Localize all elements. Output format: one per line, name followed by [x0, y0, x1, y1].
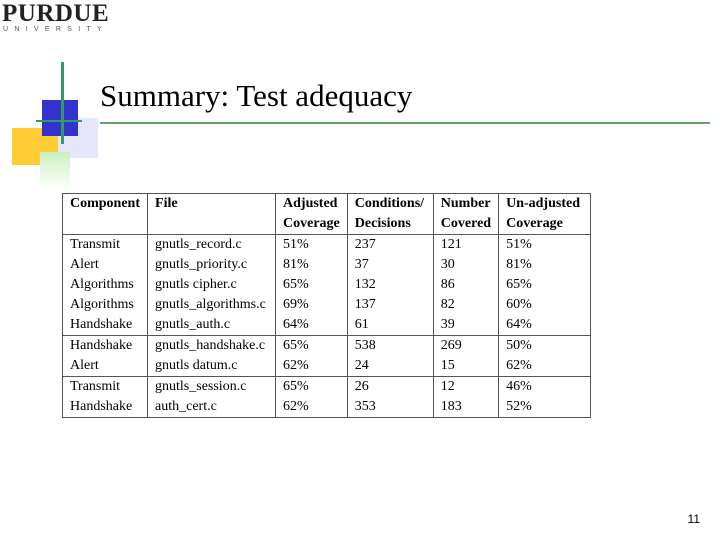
page-number: 11: [687, 512, 700, 526]
logo-subtitle: UNIVERSITY: [3, 26, 109, 33]
cell-conditions: 24: [347, 356, 433, 377]
cell-file: gnutls_session.c: [148, 377, 276, 398]
cell-file: gnutls cipher.c: [148, 275, 276, 295]
cell-component: Alert: [63, 356, 148, 377]
cell-component: Alert: [63, 255, 148, 275]
header-component: Component: [63, 194, 148, 235]
table-row: [63, 377, 591, 398]
cell-component: Algorithms: [63, 295, 148, 315]
cell-file: gnutls_algorithms.c: [148, 295, 276, 315]
decor-fade-square: [40, 152, 70, 190]
cell-unadjusted: 51%: [499, 235, 591, 256]
cell-adjusted: 81%: [276, 255, 348, 275]
table-row: [63, 275, 591, 295]
table-row: [63, 255, 591, 275]
header-file: File: [148, 194, 276, 235]
cell-file: gnutls_auth.c: [148, 315, 276, 336]
cell-conditions: 237: [347, 235, 433, 256]
table-row: [63, 295, 591, 315]
cell-component: Handshake: [63, 336, 148, 357]
cell-component: Transmit: [63, 235, 148, 256]
logo-wordmark: PURDUE: [2, 0, 110, 27]
cell-unadjusted: 60%: [499, 295, 591, 315]
cell-unadjusted: 64%: [499, 315, 591, 336]
cell-adjusted: 65%: [276, 377, 348, 398]
decor-short-line: [36, 120, 82, 122]
cell-adjusted: 65%: [276, 275, 348, 295]
cell-component: Transmit: [63, 377, 148, 398]
cell-conditions: 61: [347, 315, 433, 336]
cell-component: Handshake: [63, 315, 148, 336]
cell-file: gnutls datum.c: [148, 356, 276, 377]
cell-covered: 15: [433, 356, 498, 377]
cell-adjusted: 64%: [276, 315, 348, 336]
cell-adjusted: 62%: [276, 397, 348, 418]
cell-covered: 39: [433, 315, 498, 336]
cell-covered: 121: [433, 235, 498, 256]
cell-unadjusted: 46%: [499, 377, 591, 398]
cell-adjusted: 51%: [276, 235, 348, 256]
cell-unadjusted: 62%: [499, 356, 591, 377]
title-underline: [100, 122, 710, 124]
cell-conditions: 132: [347, 275, 433, 295]
header-number-covered: Number Covered: [433, 194, 498, 235]
table-row: [63, 235, 591, 256]
decor-vertical-line: [61, 62, 64, 144]
cell-conditions: 26: [347, 377, 433, 398]
cell-adjusted: 69%: [276, 295, 348, 315]
cell-conditions: 137: [347, 295, 433, 315]
cell-covered: 183: [433, 397, 498, 418]
slide-title: Summary: Test adequacy: [100, 78, 413, 113]
table-row: [63, 315, 591, 336]
cell-covered: 12: [433, 377, 498, 398]
cell-covered: 82: [433, 295, 498, 315]
cell-adjusted: 62%: [276, 356, 348, 377]
cell-conditions: 538: [347, 336, 433, 357]
purdue-logo: [2, 0, 112, 36]
cell-file: gnutls_handshake.c: [148, 336, 276, 357]
coverage-table: [62, 193, 591, 418]
cell-file: auth_cert.c: [148, 397, 276, 418]
header-unadjusted-coverage: Un-adjusted Coverage: [499, 194, 591, 235]
cell-component: Algorithms: [63, 275, 148, 295]
table-row: [63, 336, 591, 357]
table-header-row: [63, 194, 591, 235]
header-conditions-decisions: Conditions/ Decisions: [347, 194, 433, 235]
cell-covered: 269: [433, 336, 498, 357]
cell-unadjusted: 81%: [499, 255, 591, 275]
cell-file: gnutls_priority.c: [148, 255, 276, 275]
cell-file: gnutls_record.c: [148, 235, 276, 256]
cell-covered: 30: [433, 255, 498, 275]
cell-covered: 86: [433, 275, 498, 295]
header-adjusted-coverage: Adjusted Coverage: [276, 194, 348, 235]
cell-unadjusted: 50%: [499, 336, 591, 357]
cell-unadjusted: 65%: [499, 275, 591, 295]
cell-unadjusted: 52%: [499, 397, 591, 418]
table-row: [63, 397, 591, 418]
cell-component: Handshake: [63, 397, 148, 418]
cell-conditions: 37: [347, 255, 433, 275]
table-row: [63, 356, 591, 377]
decor-blue-square: [42, 100, 78, 136]
cell-conditions: 353: [347, 397, 433, 418]
cell-adjusted: 65%: [276, 336, 348, 357]
